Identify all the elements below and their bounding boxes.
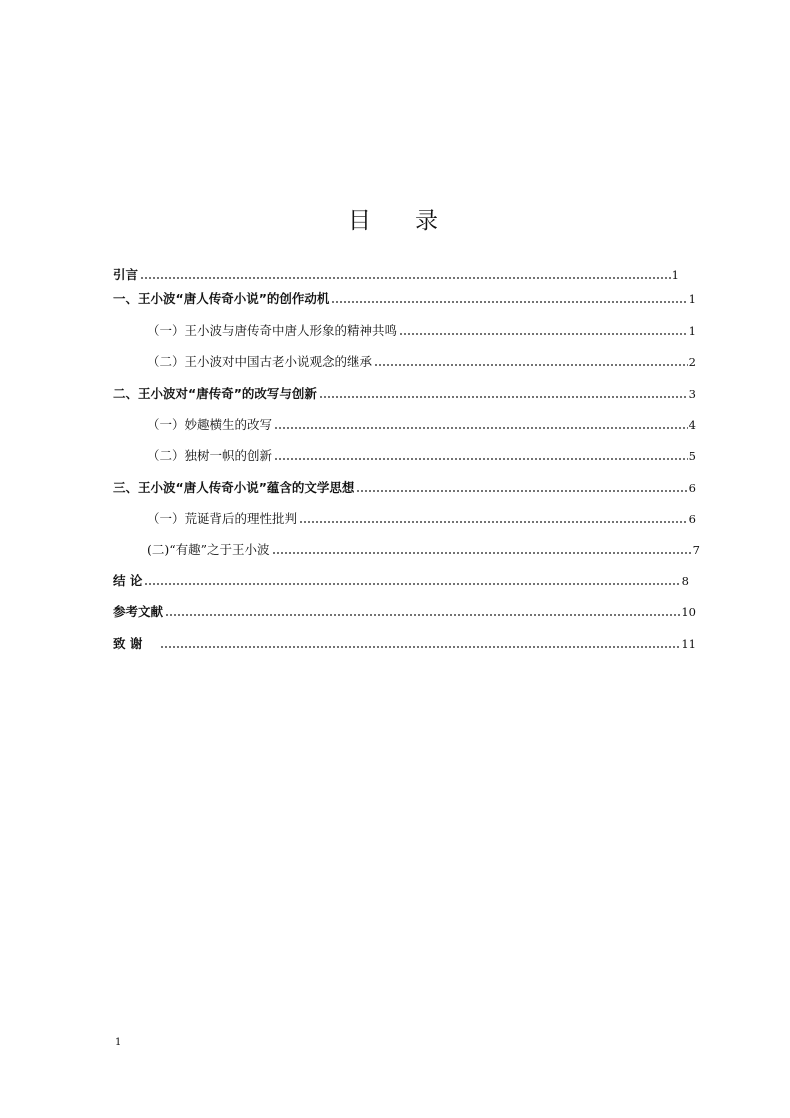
toc-entry-label: (二)“有趣”之于王小波 xyxy=(147,542,270,557)
toc-entry-section-2-2[interactable] xyxy=(113,446,696,466)
toc-leader-dots xyxy=(331,294,687,304)
toc-leader-dots xyxy=(274,451,688,461)
toc-entry-section-1-1[interactable] xyxy=(113,321,696,341)
toc-entry-acknowledgements[interactable] xyxy=(113,634,696,654)
toc-entry-chapter-3[interactable] xyxy=(113,478,696,498)
footer-page-number: 1 xyxy=(115,1037,122,1048)
toc-leader-dots xyxy=(144,576,680,586)
toc-entry-label: 引言 xyxy=(113,267,139,282)
toc-entry-section-3-2[interactable] xyxy=(113,540,700,560)
toc-page-number: 1 xyxy=(688,292,696,306)
toc-leader-dots xyxy=(319,389,688,399)
toc-page-number: 5 xyxy=(688,449,696,463)
toc-leader-dots xyxy=(274,420,688,430)
toc-entry-label: 参考文献 xyxy=(113,604,164,619)
toc-entry-conclusion[interactable] xyxy=(113,571,689,591)
toc-leader-dots xyxy=(165,607,680,617)
toc-leader-dots xyxy=(299,514,688,524)
toc-page-number: 3 xyxy=(688,387,696,401)
toc-page-number: 6 xyxy=(688,512,696,526)
toc-leader-dots xyxy=(356,483,687,493)
toc-entry-introduction[interactable] xyxy=(113,265,679,285)
toc-entry-references[interactable] xyxy=(113,602,696,622)
toc-entry-label: （一）荒诞背后的理性批判 xyxy=(147,511,298,526)
toc-page-number: 2 xyxy=(688,355,696,369)
toc-leader-dots xyxy=(272,545,692,555)
toc-leader-dots xyxy=(374,357,688,367)
toc-leader-dots xyxy=(140,270,671,280)
toc-title: 目录 xyxy=(348,208,482,234)
toc-entry-label: （一）妙趣横生的改写 xyxy=(147,417,273,432)
toc-page-number: 8 xyxy=(681,574,689,588)
toc-entry-label: 一、王小波“唐人传奇小说”的创作动机 xyxy=(113,291,330,306)
toc-page-number: 4 xyxy=(688,418,696,432)
toc-entry-section-1-2[interactable] xyxy=(113,352,696,372)
toc-leader-dots xyxy=(399,326,688,336)
toc-entry-label: 二、王小波对“唐传奇”的改写与创新 xyxy=(113,386,317,401)
toc-entry-section-3-1[interactable] xyxy=(113,509,696,529)
toc-entry-label: （二）独树一帜的创新 xyxy=(147,448,273,463)
toc-entry-label: （一）王小波与唐传奇中唐人形象的精神共鸣 xyxy=(147,323,398,338)
toc-page-number: 1 xyxy=(688,324,696,338)
toc-entry-label: （二）王小波对中国古老小说观念的继承 xyxy=(147,354,373,369)
toc-page-number: 10 xyxy=(681,605,696,619)
toc-entry-chapter-2[interactable] xyxy=(113,384,696,404)
toc-page-number: 6 xyxy=(688,481,696,495)
toc-entry-chapter-1[interactable] xyxy=(113,289,696,309)
toc-entry-label: 致 谢 xyxy=(113,636,143,651)
toc-page-number: 11 xyxy=(681,637,696,651)
toc-entry-section-2-1[interactable] xyxy=(113,415,696,435)
toc-leader-dots xyxy=(160,639,680,649)
toc-page-number: 1 xyxy=(671,268,679,282)
toc-entry-label: 三、王小波“唐人传奇小说”蕴含的文学思想 xyxy=(113,480,355,495)
toc-page-number: 7 xyxy=(692,543,700,557)
toc-entry-label: 结 论 xyxy=(113,573,143,588)
